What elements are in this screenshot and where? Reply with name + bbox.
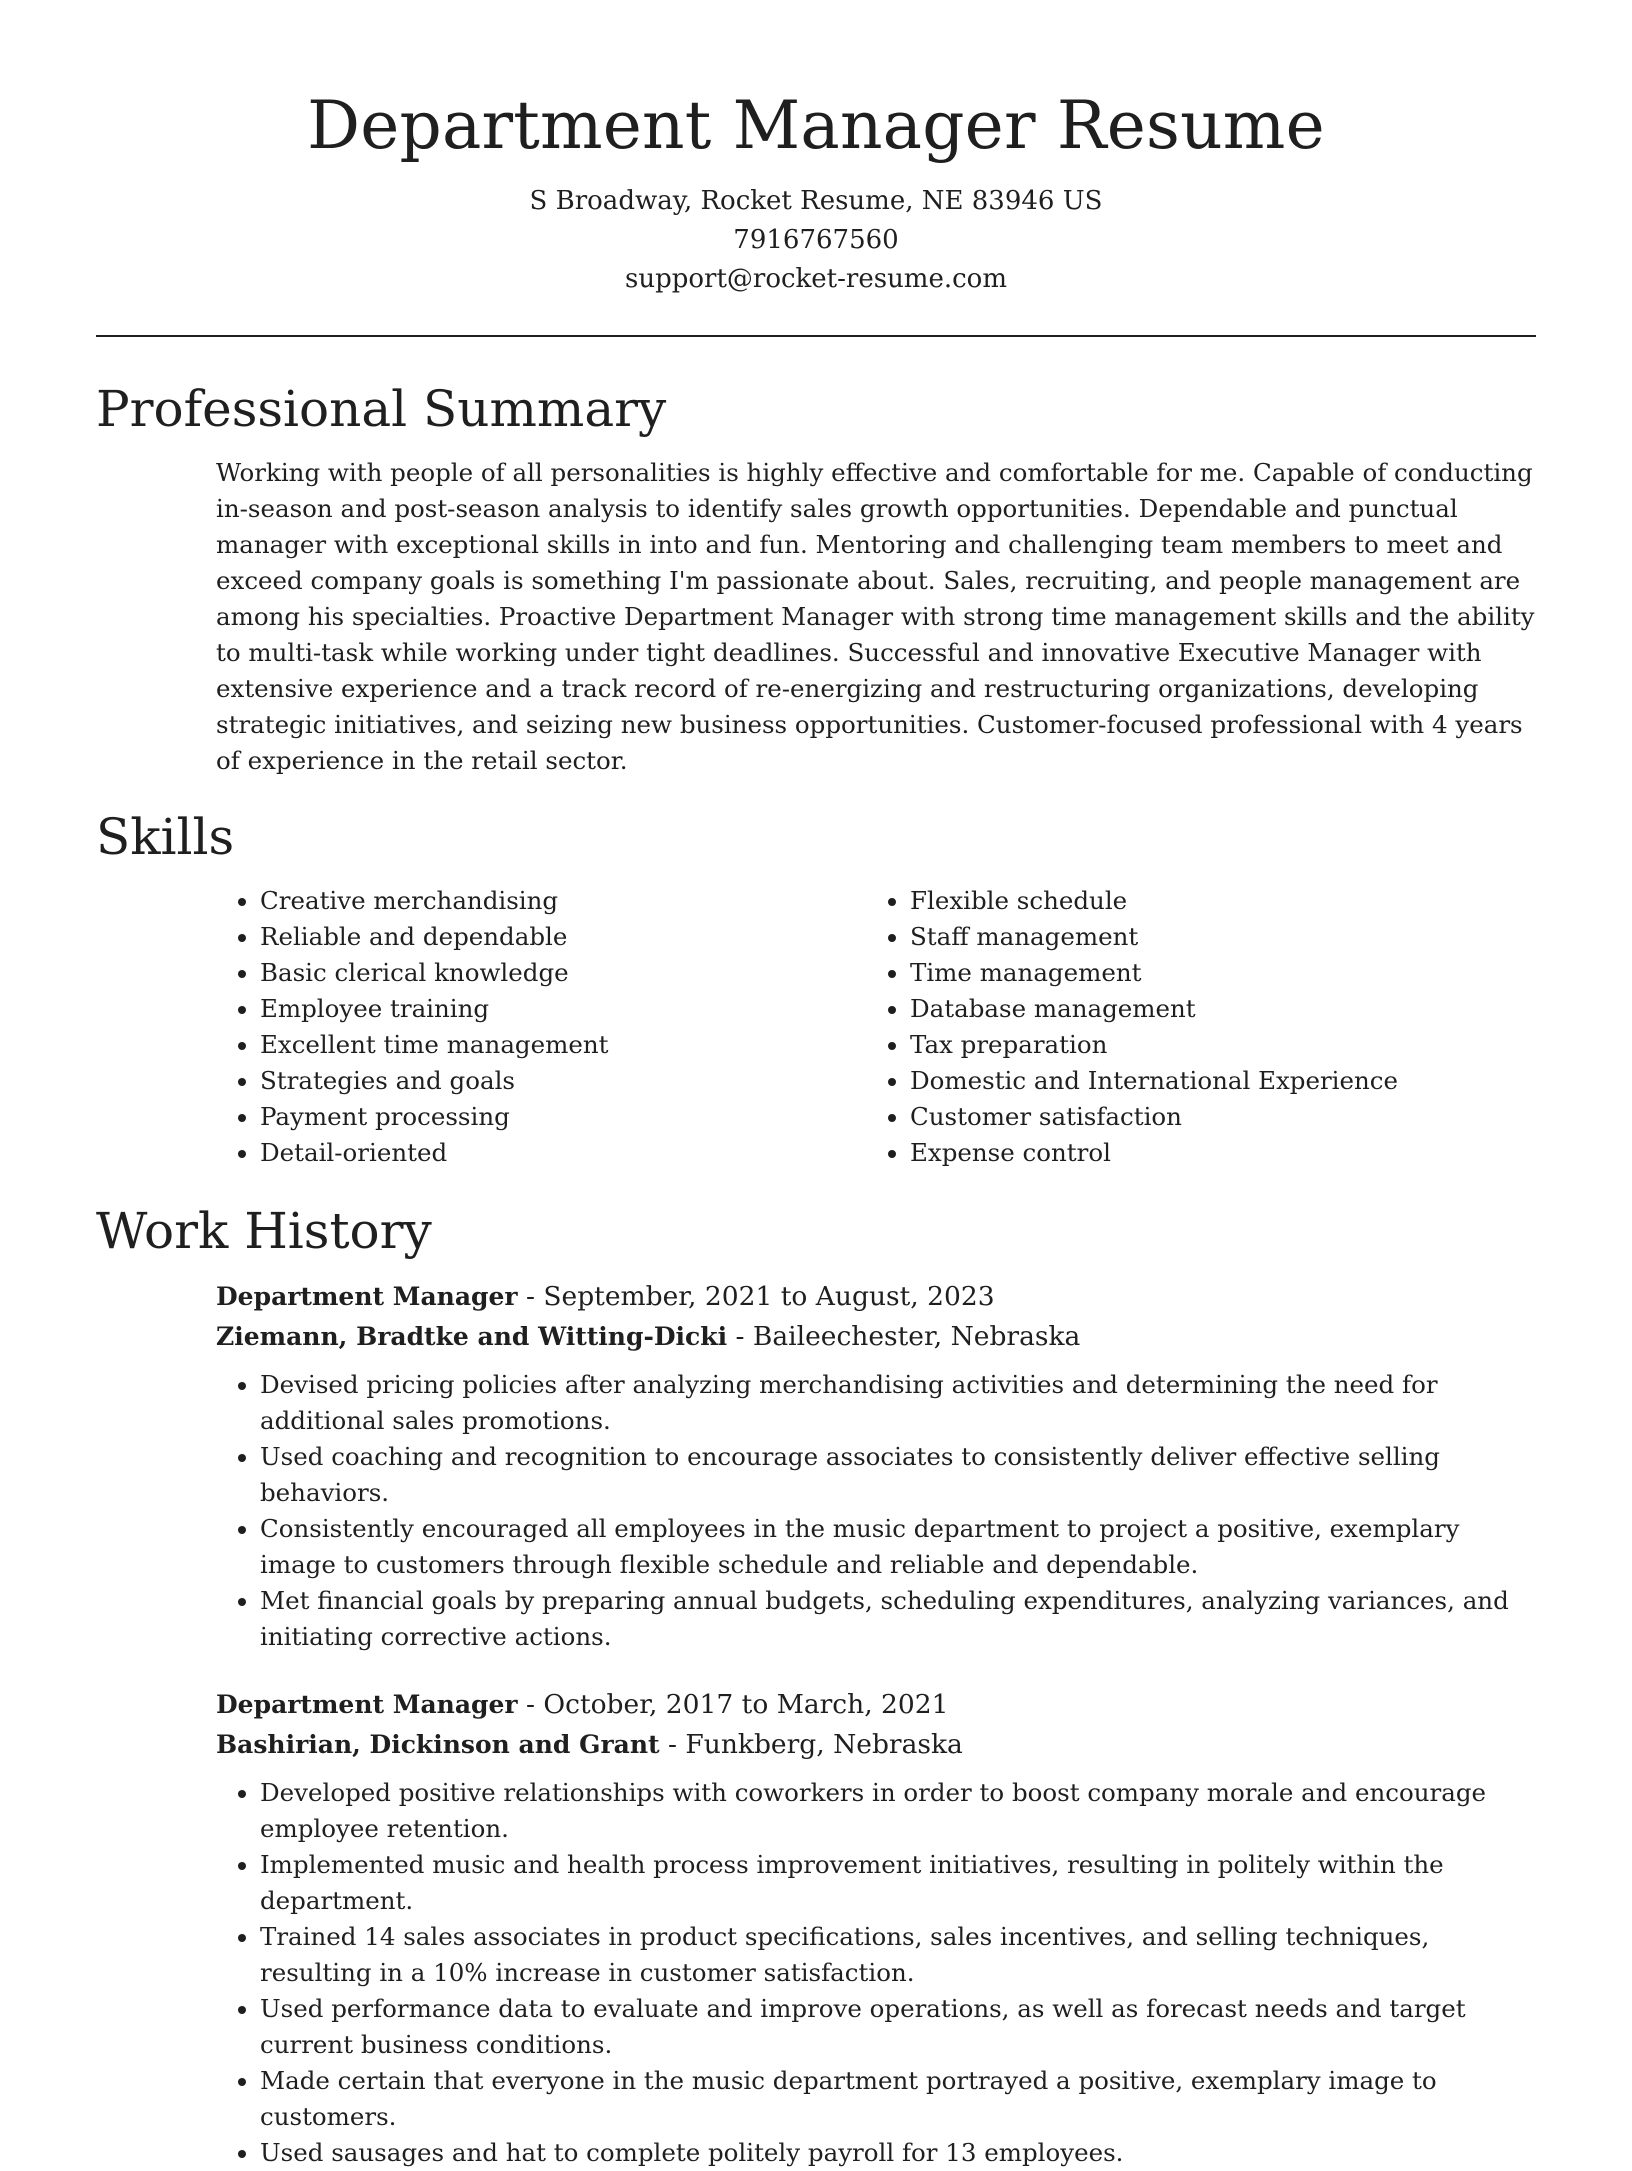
- contact-block: [96, 182, 1536, 299]
- job-bullets: [216, 1367, 1536, 1655]
- skill-item: • Customer satisfaction: [910, 1099, 1516, 1135]
- job-bullet: • Consistently encouraged all employees in the music department to project a positive, exemplary image to customers through flexible schedule and reliable and dependable.: [260, 1511, 1536, 1583]
- summary-section: [96, 377, 1536, 779]
- header-divider: [96, 335, 1536, 337]
- skill-item: • Staff management: [910, 919, 1516, 955]
- job-bullet: • Met financial goals by preparing annual budgets, scheduling expenditures, analyzing variances, and initiating corrective actions.: [260, 1583, 1536, 1655]
- job-location: - Baileechester, Nebraska: [727, 1321, 1081, 1352]
- skill-item: • Payment processing: [260, 1099, 866, 1135]
- contact-email: support@rocket-resume.com: [624, 264, 1007, 294]
- job-bullet: • Implemented music and health process improvement initiatives, resulting in politely within the department.: [260, 1847, 1536, 1919]
- skills-section: [96, 805, 1536, 1171]
- skill-item: • Tax preparation: [910, 1027, 1516, 1063]
- summary-text: Working with people of all personalities is highly effective and comfortable for me. Capable of conducting in-season and post-season analysis to identify sales growth opportunities. Dependable and punctual manager with exceptional skills in into and fun. Mentoring and challenging team members to meet and exceed company goals is something I'm passionate about. Sales, recruiting, and people management are among his specialties. Proactive Department Manager with strong time management skills and the ability to multi-task while working under tight deadlines. Successful and innovative Executive Manager with extensive experience and a track record of re-energizing and restructuring organizations, developing strategic initiatives, and seizing new business opportunities. Customer-focused professional with 4 years of experience in the retail sector.: [216, 458, 1535, 775]
- skill-item: • Excellent time management: [260, 1027, 866, 1063]
- job-company-line: [216, 1317, 1536, 1357]
- skill-item: • Database management: [910, 991, 1516, 1027]
- resume-title: Department Manager Resume: [307, 87, 1325, 164]
- job-role: Department Manager: [216, 1282, 518, 1311]
- skill-item: • Detail-oriented: [260, 1135, 866, 1171]
- job-title-line: [216, 1277, 1536, 1317]
- job-dates: - September, 2021 to August, 2023: [517, 1281, 995, 1312]
- skills-list-left: [216, 883, 866, 1171]
- job-bullet: • Used sausages and hat to complete politely payroll for 13 employees.: [260, 2135, 1536, 2171]
- skill-item: • Strategies and goals: [260, 1063, 866, 1099]
- skill-item: • Flexible schedule: [910, 883, 1516, 919]
- job-company: Bashirian, Dickinson and Grant: [216, 1730, 660, 1759]
- work-history-section: [96, 1199, 1536, 2171]
- job-bullet: • Devised pricing policies after analyzing merchandising activities and determining the need for additional sales promotions.: [260, 1367, 1536, 1439]
- job-bullet: • Developed positive relationships with coworkers in order to boost company morale and encourage employee retention.: [260, 1775, 1536, 1847]
- work-history-heading: Work History: [96, 1202, 432, 1260]
- job-bullet: • Made certain that everyone in the music department portrayed a positive, exemplary image to customers.: [260, 2063, 1536, 2135]
- job-company-line: [216, 1725, 1536, 1765]
- contact-phone: 7916767560: [733, 225, 899, 255]
- skill-item: • Employee training: [260, 991, 866, 1027]
- skill-item: • Domestic and International Experience: [910, 1063, 1516, 1099]
- contact-address: S Broadway, Rocket Resume, NE 83946 US: [529, 186, 1103, 216]
- skill-item: • Creative merchandising: [260, 883, 866, 919]
- job-entry: [216, 1685, 1536, 2171]
- skills-column-left: [216, 883, 866, 1171]
- skill-item: • Basic clerical knowledge: [260, 955, 866, 991]
- job-role: Department Manager: [216, 1690, 518, 1719]
- skill-item: • Time management: [910, 955, 1516, 991]
- skills-grid: [216, 883, 1536, 1171]
- skill-item: • Expense control: [910, 1135, 1516, 1171]
- skills-list-right: [866, 883, 1516, 1171]
- skills-column-right: [866, 883, 1516, 1171]
- job-title-line: [216, 1685, 1536, 1725]
- job-company: Ziemann, Bradtke and Witting-Dicki: [216, 1322, 728, 1351]
- summary-heading: Professional Summary: [96, 380, 667, 438]
- job-entry: [216, 1277, 1536, 1655]
- job-bullet: • Used coaching and recognition to encourage associates to consistently deliver effective selling behaviors.: [260, 1439, 1536, 1511]
- job-location: - Funkberg, Nebraska: [659, 1729, 963, 1760]
- skill-item: • Reliable and dependable: [260, 919, 866, 955]
- job-bullet: • Used performance data to evaluate and improve operations, as well as forecast needs and target current business conditions.: [260, 1991, 1536, 2063]
- job-dates: - October, 2017 to March, 2021: [517, 1689, 949, 1720]
- job-bullet: • Trained 14 sales associates in product specifications, sales incentives, and selling techniques, resulting in a 10% increase in customer satisfaction.: [260, 1919, 1536, 1991]
- skills-heading: Skills: [96, 808, 235, 866]
